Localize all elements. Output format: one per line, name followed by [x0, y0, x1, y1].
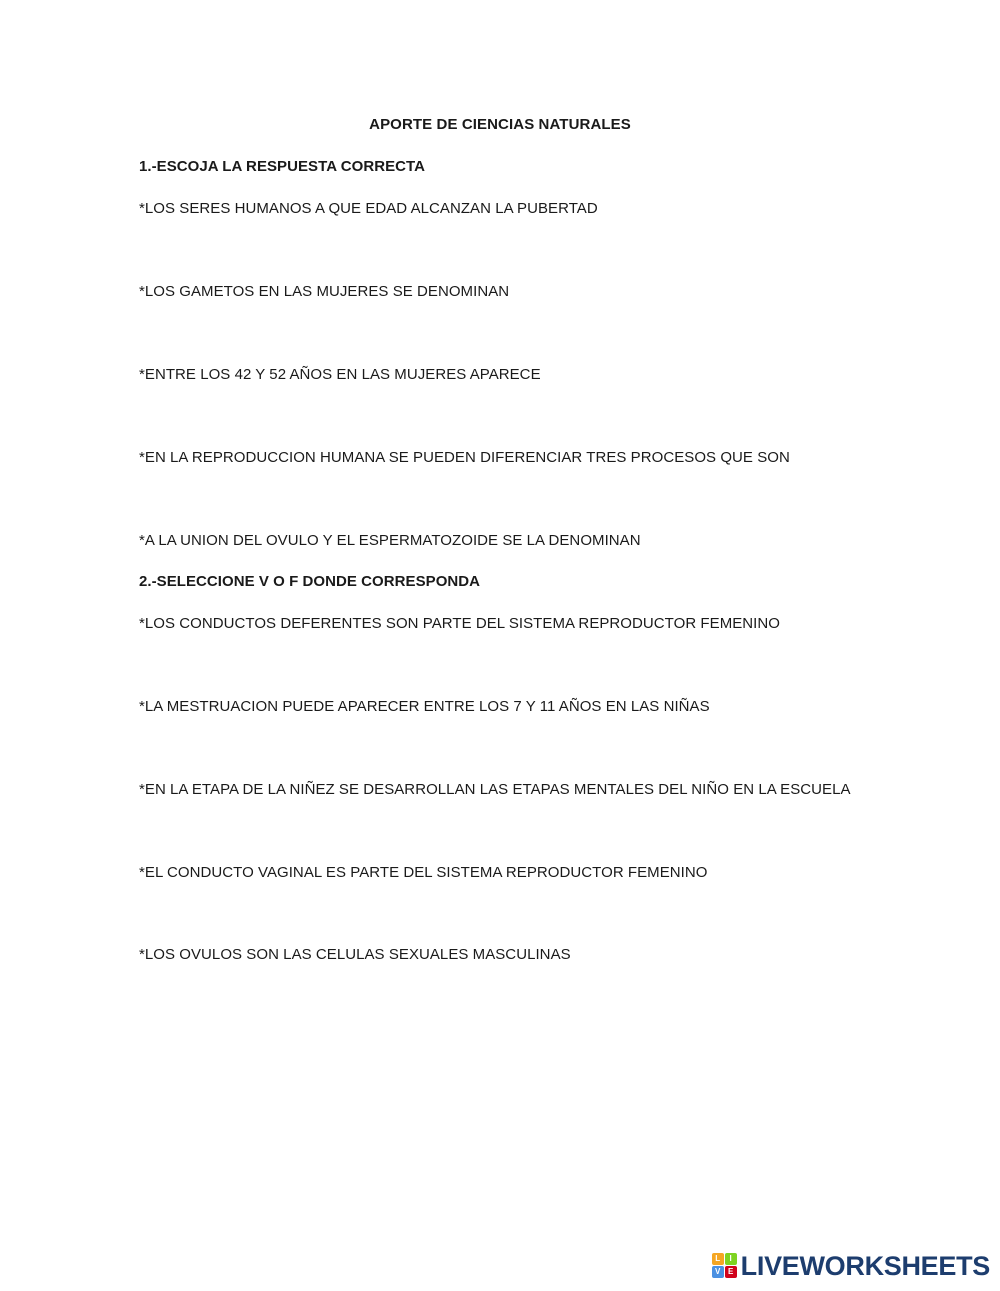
worksheet-title: APORTE DE CIENCIAS NATURALES	[369, 116, 631, 133]
question-1-5: *A LA UNION DEL OVULO Y EL ESPERMATOZOIDE SE LA DENOMINAN	[139, 532, 641, 549]
liveworksheets-logo-icon: L I V E	[712, 1253, 738, 1279]
section-2-heading: 2.-SELECCIONE V O F DONDE CORRESPONDA	[139, 573, 481, 590]
question-2-3: *EN LA ETAPA DE LA NIÑEZ SE DESARROLLAN LAS ETAPAS MENTALES DEL NIÑO EN LA ESCUELA	[139, 781, 851, 798]
question-2-1: *LOS CONDUCTOS DEFERENTES SON PARTE DEL SISTEMA REPRODUCTOR FEMENINO	[139, 615, 781, 632]
question-1-1: *LOS SERES HUMANOS A QUE EDAD ALCANZAN LA PUBERTAD	[139, 200, 598, 217]
question-2-4: *EL CONDUCTO VAGINAL ES PARTE DEL SISTEMA REPRODUCTOR FEMENINO	[139, 864, 708, 881]
logo-text: LIVEWORKSHEETS	[740, 1251, 990, 1281]
question-1-2: *LOS GAMETOS EN LAS MUJERES SE DENOMINAN	[139, 283, 510, 300]
question-1-4: *EN LA REPRODUCCION HUMANA SE PUEDEN DIFERENCIAR TRES PROCESOS QUE SON	[139, 449, 790, 466]
question-2-2: *LA MESTRUACION PUEDE APARECER ENTRE LOS 7 Y 11 AÑOS EN LAS NIÑAS	[139, 698, 710, 715]
question-2-5: *LOS OVULOS SON LAS CELULAS SEXUALES MASCULINAS	[139, 946, 571, 963]
section-1-heading: 1.-ESCOJA LA RESPUESTA CORRECTA	[139, 158, 426, 175]
question-1-3: *ENTRE LOS 42 Y 52 AÑOS EN LAS MUJERES APARECE	[139, 366, 541, 383]
liveworksheets-logo	[712, 1253, 990, 1279]
